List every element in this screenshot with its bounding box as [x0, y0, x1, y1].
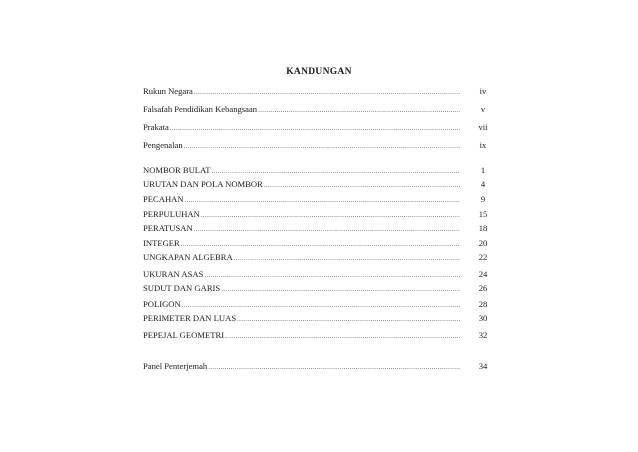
toc-entry: [143, 208, 496, 221]
dot-leader: [237, 313, 460, 326]
toc-entry-label: Pengenalan: [143, 140, 183, 150]
toc-entry-page: 22: [478, 252, 488, 262]
dot-leader: [194, 86, 460, 99]
toc-entry-page: iv: [479, 86, 487, 96]
toc-entry-page: 30: [478, 313, 488, 323]
page-title: KANDUNGAN: [286, 67, 352, 77]
dot-leader: [234, 252, 460, 265]
toc-entry-page: 4: [480, 179, 486, 189]
toc-entry-label: PECAHAN: [143, 194, 184, 204]
toc-entry-label: Falsafah Pendidikan Kebangsaan: [143, 104, 258, 114]
dot-leader: [221, 283, 460, 296]
toc-entry: [143, 329, 496, 342]
toc-entry-page: v: [480, 104, 486, 114]
toc-entry-label: SUDUT DAN GARIS: [143, 283, 221, 293]
toc-entry-page: 1: [480, 165, 486, 175]
dot-leader: [208, 361, 460, 374]
toc-entry-label: INTEGER: [143, 238, 180, 248]
toc-entry-page: 32: [478, 330, 488, 340]
toc-entry: [143, 164, 496, 177]
toc-entry: [143, 312, 496, 325]
toc-entry-page: 15: [478, 209, 488, 219]
toc-entry: [143, 85, 496, 98]
toc-entry: [143, 360, 496, 373]
dot-leader: [264, 179, 460, 192]
dot-leader: [182, 299, 460, 312]
toc-entry-label: NOMBOR BULAT: [143, 165, 211, 175]
toc-entry-label: Panel Penterjemah: [143, 361, 208, 371]
toc-entry: [143, 222, 496, 235]
dot-leader: [258, 104, 460, 117]
toc-entry: [143, 121, 496, 134]
dot-leader: [212, 165, 460, 178]
toc-entry-label: UNGKAPAN ALGEBRA: [143, 252, 233, 262]
toc-entry-page: 9: [480, 194, 486, 204]
toc-entry-page: 18: [478, 223, 488, 233]
dot-leader: [194, 223, 460, 236]
dot-leader: [225, 330, 460, 343]
toc-entry-page: ix: [479, 140, 487, 150]
toc-entry-label: Rukun Negara: [143, 86, 193, 96]
toc-entry: [143, 298, 496, 311]
toc-entry-label: PERIMETER DAN LUAS: [143, 313, 237, 323]
toc-entry: [143, 237, 496, 250]
dot-leader: [204, 269, 460, 282]
dot-leader: [170, 122, 460, 135]
toc-entry-label: PERPULUHAN: [143, 209, 200, 219]
toc-entry-page: 20: [478, 238, 488, 248]
toc-entry: [143, 282, 496, 295]
toc-entry-label: PERATUSAN: [143, 223, 193, 233]
toc-entry: [143, 193, 496, 206]
toc-entry-label: PEPEJAL GEOMETRI: [143, 330, 225, 340]
dot-leader: [201, 209, 460, 222]
toc-entry: [143, 251, 496, 264]
dot-leader: [184, 140, 460, 153]
dot-leader: [181, 238, 460, 251]
toc-entry-page: vii: [478, 122, 488, 132]
toc-entry-page: 28: [478, 299, 488, 309]
toc-entry: [143, 103, 496, 116]
toc-entry-label: Prakata: [143, 122, 169, 132]
toc-entry-label: POLIGON: [143, 299, 181, 309]
toc-entry-page: 34: [478, 361, 488, 371]
toc-entry: [143, 178, 496, 191]
toc-entry-page: 26: [478, 283, 488, 293]
toc-entry-page: 24: [478, 269, 488, 279]
dot-leader: [185, 194, 460, 207]
toc-entry-label: UKURAN ASAS: [143, 269, 204, 279]
toc-entry-label: URUTAN DAN POLA NOMBOR: [143, 179, 263, 189]
toc-entry: [143, 268, 496, 281]
toc-entry: [143, 139, 496, 152]
